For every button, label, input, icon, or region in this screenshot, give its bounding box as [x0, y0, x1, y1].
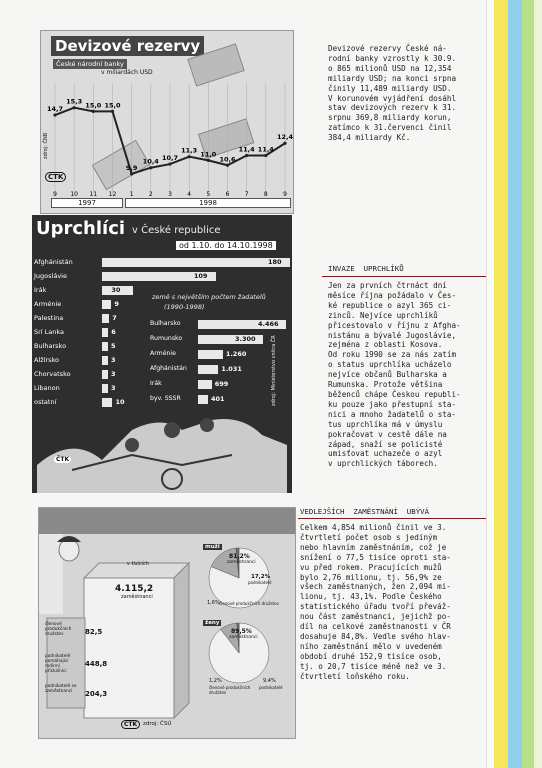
- fx-data-point: [283, 142, 286, 145]
- employees-total-label: zaměstnanci: [121, 594, 153, 600]
- employment-heading: VEDLEJŠÍCH ZAMĚSTNÁNÍ UBÝVÁ: [300, 507, 430, 516]
- refugee-chart-clipping: [32, 215, 292, 493]
- refugee-title: Uprchlíci: [36, 218, 126, 239]
- refugee-right-country: byv. SSSR: [150, 395, 181, 402]
- refugee-left-value: 7: [112, 314, 117, 322]
- employees-women-label: ženy: [205, 620, 220, 626]
- fx-data-label: 11,3: [181, 146, 198, 155]
- employees-side-label: členové produkčních družstev: [45, 622, 72, 637]
- refugee-title-suffix: v České republice: [132, 225, 221, 236]
- fx-month-tick: 8: [263, 191, 268, 198]
- fx-data-label: 11,0: [200, 150, 217, 159]
- fx-month-tick: 11: [89, 191, 98, 198]
- fx-agency-logo: ČTK: [45, 172, 66, 182]
- refugee-right-title-1: země s největším počtem žadatelů: [152, 293, 266, 301]
- fx-data-label: 10,7: [161, 154, 179, 163]
- fx-month-tick: 9: [283, 191, 287, 198]
- employees-men-second-value: 17,2%: [251, 574, 271, 580]
- refugee-period: od 1.10. do 14.10.1998: [176, 241, 276, 250]
- refugee-right-value: 3.300: [235, 335, 256, 343]
- fx-data-point: [245, 154, 248, 157]
- employees-chart-clipping: [38, 507, 296, 739]
- employees-agency-logo: ČTK: [121, 720, 140, 729]
- refugee-right-value: 401: [211, 395, 225, 403]
- fx-data-label: 15,3: [66, 97, 83, 106]
- fx-year-1997: 1997: [51, 198, 123, 208]
- refugee-left-value: 3: [111, 370, 116, 378]
- edge-stripe-yellow: [494, 0, 508, 768]
- fx-month-tick: 1: [129, 191, 134, 198]
- fx-data-label: 12,4: [276, 133, 293, 142]
- refugee-heading-rule: [322, 276, 486, 277]
- refugee-left-country: Libanon: [34, 384, 60, 392]
- refugee-right-value: 1.260: [225, 350, 247, 358]
- refugee-left-value: 180: [268, 258, 282, 266]
- refugee-left-country: Alžírsko: [34, 356, 60, 364]
- refugee-right-country: Afghánistán: [150, 365, 187, 372]
- fx-data-point: [188, 155, 191, 158]
- refugee-heading: INVAZE UPRCHLÍKŮ: [328, 264, 404, 273]
- refugee-right-title-2: (1990-1998): [164, 303, 205, 311]
- employees-side-label: podnikatelé pomáhající rodinní příslušníci: [45, 654, 71, 674]
- employees-women-small-value: 1,2%: [209, 678, 222, 684]
- fx-data-label: 10,6: [219, 155, 236, 164]
- employees-unit: v tisících: [127, 561, 149, 567]
- employees-women-second-value: 9,4%: [263, 678, 276, 684]
- refugee-left-country: Bulharsko: [34, 342, 67, 350]
- employees-side-value: 82,5: [85, 628, 103, 636]
- employees-men-second-label: podnikatelé: [248, 580, 272, 585]
- fx-month-tick: 4: [187, 191, 192, 198]
- refugee-left-value: 9: [114, 300, 119, 308]
- fx-chart-title: Devizové rezervy: [51, 36, 204, 56]
- refugee-left-country: ostatní: [34, 398, 57, 406]
- fx-chart-clipping: [40, 30, 294, 214]
- refugee-left-country: Chorvatsko: [34, 370, 71, 378]
- fx-data-label: 15,0: [85, 101, 102, 110]
- fx-month-tick: 6: [225, 191, 230, 198]
- fx-data-label: 9,9: [125, 163, 138, 172]
- refugee-left-value: 3: [111, 384, 116, 392]
- fx-source: zdroj: ČNB: [43, 132, 49, 159]
- fx-chart-unit: v miliardách USD: [101, 69, 153, 76]
- fx-year-1998: 1998: [125, 198, 291, 208]
- refugee-left-country: Srí Lanka: [34, 328, 65, 336]
- fx-data-point: [130, 172, 133, 175]
- fx-paragraph: Devizové rezervy České ná- rodní banky vzrostly k 30.9. o 865 milionů USD na 12,354 miliardy USD; na konci srpna činily 11,489 miliardy USD. V korunovém vyjádření dosáhl stav devizových rezerv k 31. srpnu 369,8 miliardy korun, zatímco k 31.červenci činil 384,4 miliardy Kč.: [328, 44, 457, 143]
- employees-women-main-value: 89,5%: [231, 628, 252, 635]
- fx-month-tick: 12: [108, 191, 117, 198]
- refugee-right-value: 4.466: [258, 320, 279, 328]
- fx-month-tick: 10: [70, 191, 78, 198]
- fx-chart-subtitle: České národní banky: [53, 59, 127, 69]
- refugee-right-value: 1.031: [221, 365, 242, 373]
- employees-men-small-value: 1,6%: [207, 600, 220, 606]
- fx-month-tick: 9: [53, 191, 57, 198]
- edge-stripe-green: [522, 0, 534, 768]
- fx-data-label: 11,4: [238, 145, 255, 154]
- fx-data-point: [207, 159, 210, 162]
- fx-month-tick: 3: [168, 191, 172, 198]
- employees-women-second-label: podnikatelé: [259, 685, 283, 690]
- fx-data-point: [264, 154, 267, 157]
- employees-pies: [39, 508, 295, 738]
- refugee-left-country: Jugoslávie: [34, 272, 67, 280]
- employees-side-value: 204,3: [85, 690, 108, 698]
- employees-men-small-label: členové produkčních družstev: [219, 601, 279, 606]
- refugee-right-value: 699: [214, 380, 229, 388]
- employees-side-label: podnikatelé se zaměstnanci: [45, 684, 77, 694]
- refugee-left-value: 30: [111, 286, 121, 294]
- fx-data-point: [53, 113, 56, 116]
- edge-stripe-blue: [508, 0, 522, 768]
- refugee-right-country: Irák: [150, 380, 162, 387]
- refugee-right-country: Rumunsko: [150, 335, 183, 342]
- fx-data-point: [92, 110, 95, 113]
- refugee-left-value: 10: [115, 398, 125, 406]
- refugee-left-value: 109: [193, 272, 208, 280]
- refugee-left-country: Arménie: [34, 300, 62, 308]
- refugee-paragraph: Jen za prvních čtrnáct dní měsíce října požádalo v Čes- ké republice o azyl 365 ci- zinců. Nejvíce uprchlíků přicestovalo v říjnu z Afgha- nistánu a bývalé Jugoslávie, zejména z oblasti Kosova. Od roku 1990 se za nás zatím o status uprchlíka ucházelo nejvíce občanů Bulharska a Rumunska. Protože většina běženců chápe Českou republi- ku pouze jako přestupní sta- nici a mnoho žadatelů o sta- tus uprchlíka má v úmyslu pokračovat v cestě dále na západ, snaží se policisté umisťovat uchazeče o azyl v uprchlických táborech.: [328, 281, 461, 469]
- fx-chart-plot: [41, 31, 293, 213]
- refugee-illustration: [32, 215, 292, 493]
- refugee-left-country: Palestina: [34, 314, 64, 322]
- employees-men-main-label: zaměstnanci: [227, 560, 256, 565]
- fx-data-point: [73, 106, 76, 109]
- fx-month-tick: 7: [244, 191, 249, 198]
- fx-data-point: [149, 166, 152, 169]
- fx-month-tick: 5: [206, 191, 211, 198]
- refugee-source: zdroj: Ministerstvo vnitra ČR: [271, 335, 277, 406]
- fx-month-tick: 2: [148, 191, 153, 198]
- employees-women-small-label: členové produkčních družstev: [209, 685, 251, 695]
- employees-women-main-label: zaměstnanci: [229, 635, 258, 640]
- employees-men-main-value: 81,2%: [229, 553, 250, 560]
- fx-data-point: [226, 164, 229, 167]
- fx-data-point: [168, 162, 171, 165]
- employees-men-label: muži: [205, 544, 220, 550]
- employees-side-value: 448,8: [85, 660, 108, 668]
- refugee-right-country: Bulharsko: [150, 320, 181, 327]
- employment-paragraph: Celkem 4,854 milionů činil ve 3. čtvrtletí počet osob s jediným nebo hlavním zaměstnáním, což je snížení o 77,5 tisíce oproti sta- vu před rokem. Pracujících mužů bylo 2,76 milionu, tj. 56,9% ze všech zaměstnaných, žen 2,094 mi- lionu, tj. 43,1%. Podle Českého statistického úřadu tvoří převáž- nou část zaměstnanci, jejichž po- díl na celkové zaměstnanosti v ČR dosahuje 84,8%. Vedle svého hlav- ního zaměstnání mělo v uvedeném období druhé 152,9 tisíce osob, tj. o 20,7 tisíce méně než ve 3. čtvrtletí loňského roku.: [300, 523, 451, 681]
- employees-total-value: 4.115,2: [115, 584, 154, 594]
- fx-data-label: 15,0: [104, 101, 121, 110]
- refugee-left-value: 3: [111, 356, 116, 364]
- refugee-agency-logo: ČTK: [56, 456, 70, 463]
- fx-data-point: [111, 110, 114, 113]
- refugee-left-country: Irák: [34, 286, 47, 294]
- refugee-left-value: 6: [111, 328, 116, 336]
- refugee-right-country: Arménie: [150, 350, 176, 357]
- employees-source: zdroj: ČSÚ: [143, 721, 172, 727]
- fx-data-label: 11,4: [257, 145, 274, 154]
- edge-stripe-light: [534, 0, 542, 768]
- fx-data-label: 14,7: [46, 105, 64, 114]
- refugee-left-value: 5: [111, 342, 116, 350]
- fx-data-label: 10,4: [142, 157, 159, 166]
- refugee-left-country: Afghánistán: [34, 258, 73, 266]
- employment-heading-rule: [298, 518, 486, 519]
